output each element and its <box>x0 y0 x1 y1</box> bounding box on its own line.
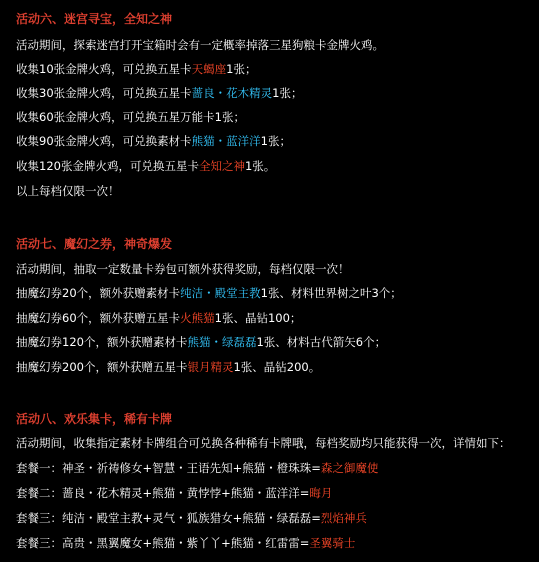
plain-text: 1张、材料古代箭矢6个； <box>256 335 387 349</box>
highlight-text: 天蝎座 <box>191 62 227 76</box>
plain-text: 收集90张金牌火鸡，可兑换素材卡 <box>16 134 192 148</box>
text-line <box>16 460 378 476</box>
section-title: 活动六、迷宫寻宝，全知之神 <box>16 12 173 26</box>
highlight-text: 纯洁・殿堂主教 <box>180 286 261 300</box>
text-line <box>16 435 511 451</box>
plain-text: 抽魔幻券120个，额外获赠素材卡 <box>16 335 188 349</box>
text-line <box>16 359 320 375</box>
text-line <box>16 109 245 125</box>
plain-text: 收集120张金牌火鸡，可兑换五星卡 <box>16 159 199 173</box>
highlight-text: 熊猫・绿磊磊 <box>187 335 257 349</box>
text-line <box>16 183 120 199</box>
text-line <box>16 485 332 501</box>
plain-text: 1张、晶钻100； <box>214 311 302 325</box>
highlight-text: 银月精灵 <box>187 360 234 374</box>
highlight-text: 森之御魔使 <box>320 461 379 475</box>
plain-text: 活动期间，抽取一定数量卡券包可额外获得奖励，每档仅限一次！ <box>16 262 350 276</box>
plain-text: 活动期间，探索迷宫打开宝箱时会有一定概率掉落三星狗粮卡金牌火鸡。 <box>16 38 384 52</box>
text-line <box>16 133 291 149</box>
plain-text: 收集30张金牌火鸡，可兑换五星卡 <box>16 86 192 100</box>
text-line <box>16 285 402 301</box>
section-title: 活动七、魔幻之券，神奇爆发 <box>16 237 173 251</box>
plain-text: 抽魔幻券20个，额外获赠素材卡 <box>16 286 181 300</box>
highlight-text: 晦月 <box>309 486 333 500</box>
text-line <box>16 37 384 53</box>
section-title: 活动八、欢乐集卡，稀有卡牌 <box>16 412 173 426</box>
plain-text: 1张； <box>260 134 291 148</box>
plain-text: 套餐二：蔷良・花木精灵+熊猫・黄悖悖+熊猫・蓝洋洋= <box>16 486 310 500</box>
text-line <box>16 158 275 174</box>
plain-text: 1张； <box>226 62 257 76</box>
plain-text: 抽魔幻券60个，额外获赠五星卡 <box>16 311 181 325</box>
highlight-text: 火熊猫 <box>180 311 215 325</box>
text-line <box>16 61 256 77</box>
plain-text: 1张、晶钻200。 <box>233 360 321 374</box>
highlight-text: 烈焰神兵 <box>320 511 367 525</box>
plain-text: 套餐三：高贵・黑翼魔女+熊猫・紫丫丫+熊猫・红雷雷= <box>16 536 310 550</box>
text-line <box>16 85 302 101</box>
highlight-text: 全知之神 <box>198 159 245 173</box>
plain-text: 以上每档仅限一次！ <box>16 184 120 198</box>
plain-text: 1张。 <box>244 159 276 173</box>
text-line <box>16 510 367 526</box>
text-line <box>16 535 355 551</box>
plain-text: 1张； <box>272 86 303 100</box>
text-line <box>16 310 301 326</box>
plain-text: 套餐三：纯洁・殿堂主教+灵气・狐族猎女+熊猫・绿磊磊= <box>16 511 321 525</box>
text-line <box>16 261 350 277</box>
plain-text: 收集10张金牌火鸡，可兑换五星卡 <box>16 62 192 76</box>
plain-text: 活动期间，收集指定素材卡牌组合可兑换各种稀有卡牌哦，每档奖励均只能获得一次，详情如下： <box>16 436 511 450</box>
text-line <box>16 334 386 350</box>
highlight-text: 熊猫・蓝洋洋 <box>191 134 261 148</box>
plain-text: 1张、材料世界树之叶3个； <box>260 286 402 300</box>
plain-text: 抽魔幻券200个，额外获赠五星卡 <box>16 360 188 374</box>
highlight-text: 蔷良・花木精灵 <box>191 86 273 100</box>
highlight-text: 圣翼骑士 <box>309 536 356 550</box>
plain-text: 套餐一：神圣・祈祷修女+智慧・王语先知+熊猫・橙珠珠= <box>16 461 321 475</box>
plain-text: 收集60张金牌火鸡，可兑换五星万能卡1张； <box>16 110 245 124</box>
